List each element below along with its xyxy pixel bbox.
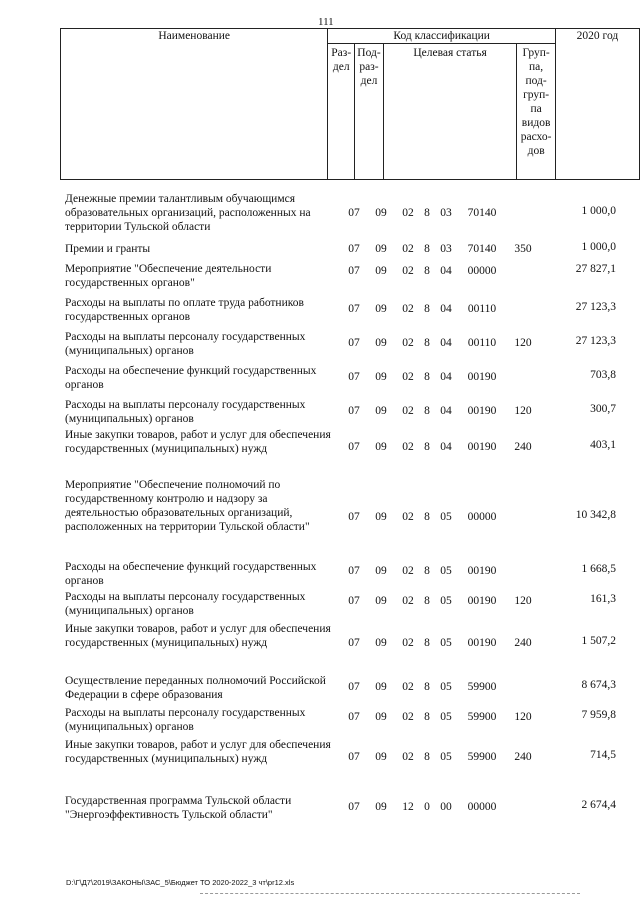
row-code-c1: 02 — [402, 637, 414, 649]
row-code-p: 09 — [375, 337, 387, 349]
row-name: Расходы на обеспечение функций государственных органов — [65, 365, 317, 391]
row-code-c2: 8 — [424, 511, 430, 523]
row-code-p: 09 — [375, 565, 387, 577]
row-code-c2: 8 — [424, 681, 430, 693]
row-code-c2: 8 — [424, 595, 430, 607]
row-code-c2: 8 — [424, 207, 430, 219]
row-code-r: 07 — [348, 243, 360, 255]
row-code-c2: 8 — [424, 751, 430, 763]
row-code-r: 07 — [348, 265, 360, 277]
row-amount: 27 827,1 — [575, 263, 616, 275]
row-code-p: 09 — [375, 243, 387, 255]
row-name: Мероприятие "Обеспечение деятельности государственных органов" — [65, 263, 272, 289]
row-code-c3: 05 — [440, 511, 452, 523]
row-code-c2: 8 — [424, 441, 430, 453]
row-name: Денежные премии талантливым обучающимся образовательных организаций, расположенных на территории Тульской области — [65, 193, 311, 233]
row-code-c3: 05 — [440, 751, 452, 763]
row-code-r: 07 — [348, 405, 360, 417]
row-code-c2: 0 — [424, 801, 430, 813]
row-code-r: 07 — [348, 371, 360, 383]
row-code-c4: 00110 — [467, 337, 497, 349]
row-code-c4: 00190 — [467, 565, 497, 577]
row-code-g: 240 — [514, 441, 532, 453]
row-code-r: 07 — [348, 337, 360, 349]
row-amount: 1 507,2 — [581, 635, 616, 647]
row-code-p: 09 — [375, 265, 387, 277]
header-celevaya: Целевая статья — [383, 44, 516, 180]
row-name: Расходы на выплаты персоналу государственных (муниципальных) органов — [65, 591, 306, 617]
row-code-r: 07 — [348, 511, 360, 523]
row-code-c3: 05 — [440, 637, 452, 649]
row-code-c4: 59900 — [467, 751, 497, 763]
row-code-c1: 02 — [402, 595, 414, 607]
footer-divider — [200, 893, 580, 894]
table-header — [60, 28, 640, 180]
row-code-c4: 00000 — [467, 511, 497, 523]
row-name: Расходы на выплаты персоналу государственных (муниципальных) органов — [65, 707, 306, 733]
row-amount: 403,1 — [590, 439, 616, 451]
row-code-c3: 04 — [440, 441, 452, 453]
header-year: 2020 год — [555, 29, 639, 180]
row-code-c3: 03 — [440, 243, 452, 255]
row-code-c2: 8 — [424, 711, 430, 723]
row-code-g: 240 — [514, 637, 532, 649]
row-amount: 27 123,3 — [575, 301, 616, 313]
row-amount: 1 000,0 — [581, 205, 616, 217]
row-code-c3: 00 — [440, 801, 452, 813]
row-code-c1: 02 — [402, 511, 414, 523]
row-amount: 300,7 — [590, 403, 616, 415]
row-code-p: 09 — [375, 441, 387, 453]
row-name: Премии и гранты — [65, 243, 151, 255]
row-name: Осуществление переданных полномочий Российской Федерации в сфере образования — [65, 675, 326, 701]
row-code-c4: 00190 — [467, 637, 497, 649]
row-amount: 161,3 — [590, 593, 616, 605]
row-code-c3: 05 — [440, 681, 452, 693]
row-code-c2: 8 — [424, 405, 430, 417]
row-code-p: 09 — [375, 207, 387, 219]
row-amount: 27 123,3 — [575, 335, 616, 347]
row-amount: 1 668,5 — [581, 563, 616, 575]
row-code-p: 09 — [375, 371, 387, 383]
header-razdel: Раз- дел — [328, 44, 355, 180]
row-code-g: 120 — [514, 595, 532, 607]
row-code-c4: 70140 — [467, 207, 497, 219]
row-amount: 10 342,8 — [575, 509, 616, 521]
row-code-p: 09 — [375, 637, 387, 649]
row-code-r: 07 — [348, 637, 360, 649]
row-code-c4: 70140 — [467, 243, 497, 255]
row-code-c3: 04 — [440, 265, 452, 277]
row-code-p: 09 — [375, 595, 387, 607]
row-code-r: 07 — [348, 751, 360, 763]
row-code-c1: 02 — [402, 681, 414, 693]
row-code-c3: 04 — [440, 337, 452, 349]
row-code-c2: 8 — [424, 637, 430, 649]
row-code-c1: 02 — [402, 207, 414, 219]
row-code-r: 07 — [348, 595, 360, 607]
row-name: Иные закупки товаров, работ и услуг для обеспечения государственных (муниципальных) нужд — [65, 623, 331, 649]
row-amount: 714,5 — [590, 749, 616, 761]
row-code-p: 09 — [375, 303, 387, 315]
row-code-c4: 00190 — [467, 441, 497, 453]
row-code-p: 09 — [375, 751, 387, 763]
row-amount: 703,8 — [590, 369, 616, 381]
row-code-c1: 12 — [402, 801, 414, 813]
row-code-c2: 8 — [424, 337, 430, 349]
row-code-c1: 02 — [402, 337, 414, 349]
row-code-r: 07 — [348, 801, 360, 813]
row-code-c4: 00000 — [467, 265, 497, 277]
header-podrazdel: Под- раз- дел — [355, 44, 384, 180]
row-name: Иные закупки товаров, работ и услуг для обеспечения государственных (муниципальных) нужд — [65, 429, 331, 455]
row-code-c3: 05 — [440, 565, 452, 577]
row-code-c4: 00110 — [467, 303, 497, 315]
row-code-c3: 05 — [440, 711, 452, 723]
row-code-c1: 02 — [402, 303, 414, 315]
row-code-g: 120 — [514, 711, 532, 723]
row-code-c3: 04 — [440, 405, 452, 417]
row-code-g: 240 — [514, 751, 532, 763]
row-code-c3: 04 — [440, 371, 452, 383]
row-code-c4: 00190 — [467, 405, 497, 417]
row-code-g: 350 — [514, 243, 532, 255]
row-code-c2: 8 — [424, 243, 430, 255]
row-code-r: 07 — [348, 303, 360, 315]
row-name: Мероприятие "Обеспечение полномочий по государственному контролю и надзору за деятельностью образовательных организаций, расположенных на территории Тульской области" — [65, 479, 310, 533]
row-code-c1: 02 — [402, 405, 414, 417]
row-name: Иные закупки товаров, работ и услуг для обеспечения государственных (муниципальных) нужд — [65, 739, 331, 765]
row-code-r: 07 — [348, 207, 360, 219]
row-name: Расходы на выплаты персоналу государственных (муниципальных) органов — [65, 399, 306, 425]
row-code-r: 07 — [348, 711, 360, 723]
row-code-c2: 8 — [424, 303, 430, 315]
row-amount: 2 674,4 — [581, 799, 616, 811]
row-amount: 7 959,8 — [581, 709, 616, 721]
row-code-c1: 02 — [402, 265, 414, 277]
row-code-c3: 05 — [440, 595, 452, 607]
header-name: Наименование — [61, 29, 328, 180]
row-code-p: 09 — [375, 711, 387, 723]
row-code-c2: 8 — [424, 371, 430, 383]
row-name: Расходы на выплаты персоналу государственных (муниципальных) органов — [65, 331, 306, 357]
row-code-g: 120 — [514, 405, 532, 417]
row-code-c1: 02 — [402, 565, 414, 577]
row-amount: 8 674,3 — [581, 679, 616, 691]
row-code-r: 07 — [348, 681, 360, 693]
row-code-c3: 03 — [440, 207, 452, 219]
row-amount: 1 000,0 — [581, 241, 616, 253]
row-code-r: 07 — [348, 565, 360, 577]
row-code-c4: 59900 — [467, 681, 497, 693]
row-name: Государственная программа Тульской области "Энергоэффективность Тульской области" — [65, 795, 292, 821]
row-code-c1: 02 — [402, 371, 414, 383]
row-code-c1: 02 — [402, 711, 414, 723]
row-code-p: 09 — [375, 405, 387, 417]
header-gruppa: Груп- па, под- груп- па видов расхо- дов — [517, 44, 556, 180]
row-code-r: 07 — [348, 441, 360, 453]
row-name: Расходы на выплаты по оплате труда работников государственных органов — [65, 297, 304, 323]
row-code-p: 09 — [375, 801, 387, 813]
row-code-c2: 8 — [424, 265, 430, 277]
file-path-footer: D:\Г\Д7\2019\ЗАКОНЫ\ЗАС_5\Бюджет ТО 2020-2022_3 чт\pr12.xls — [66, 878, 295, 887]
row-code-c1: 02 — [402, 243, 414, 255]
row-code-c4: 00190 — [467, 595, 497, 607]
row-code-g: 120 — [514, 337, 532, 349]
header-code: Код классификации — [328, 29, 556, 44]
row-code-c4: 00190 — [467, 371, 497, 383]
row-code-c2: 8 — [424, 565, 430, 577]
row-code-c1: 02 — [402, 751, 414, 763]
row-code-c1: 02 — [402, 441, 414, 453]
page-number: 111 — [318, 16, 334, 28]
row-code-p: 09 — [375, 681, 387, 693]
row-code-p: 09 — [375, 511, 387, 523]
row-code-c4: 59900 — [467, 711, 497, 723]
row-code-c3: 04 — [440, 303, 452, 315]
row-name: Расходы на обеспечение функций государственных органов — [65, 561, 317, 587]
row-code-c4: 00000 — [467, 801, 497, 813]
